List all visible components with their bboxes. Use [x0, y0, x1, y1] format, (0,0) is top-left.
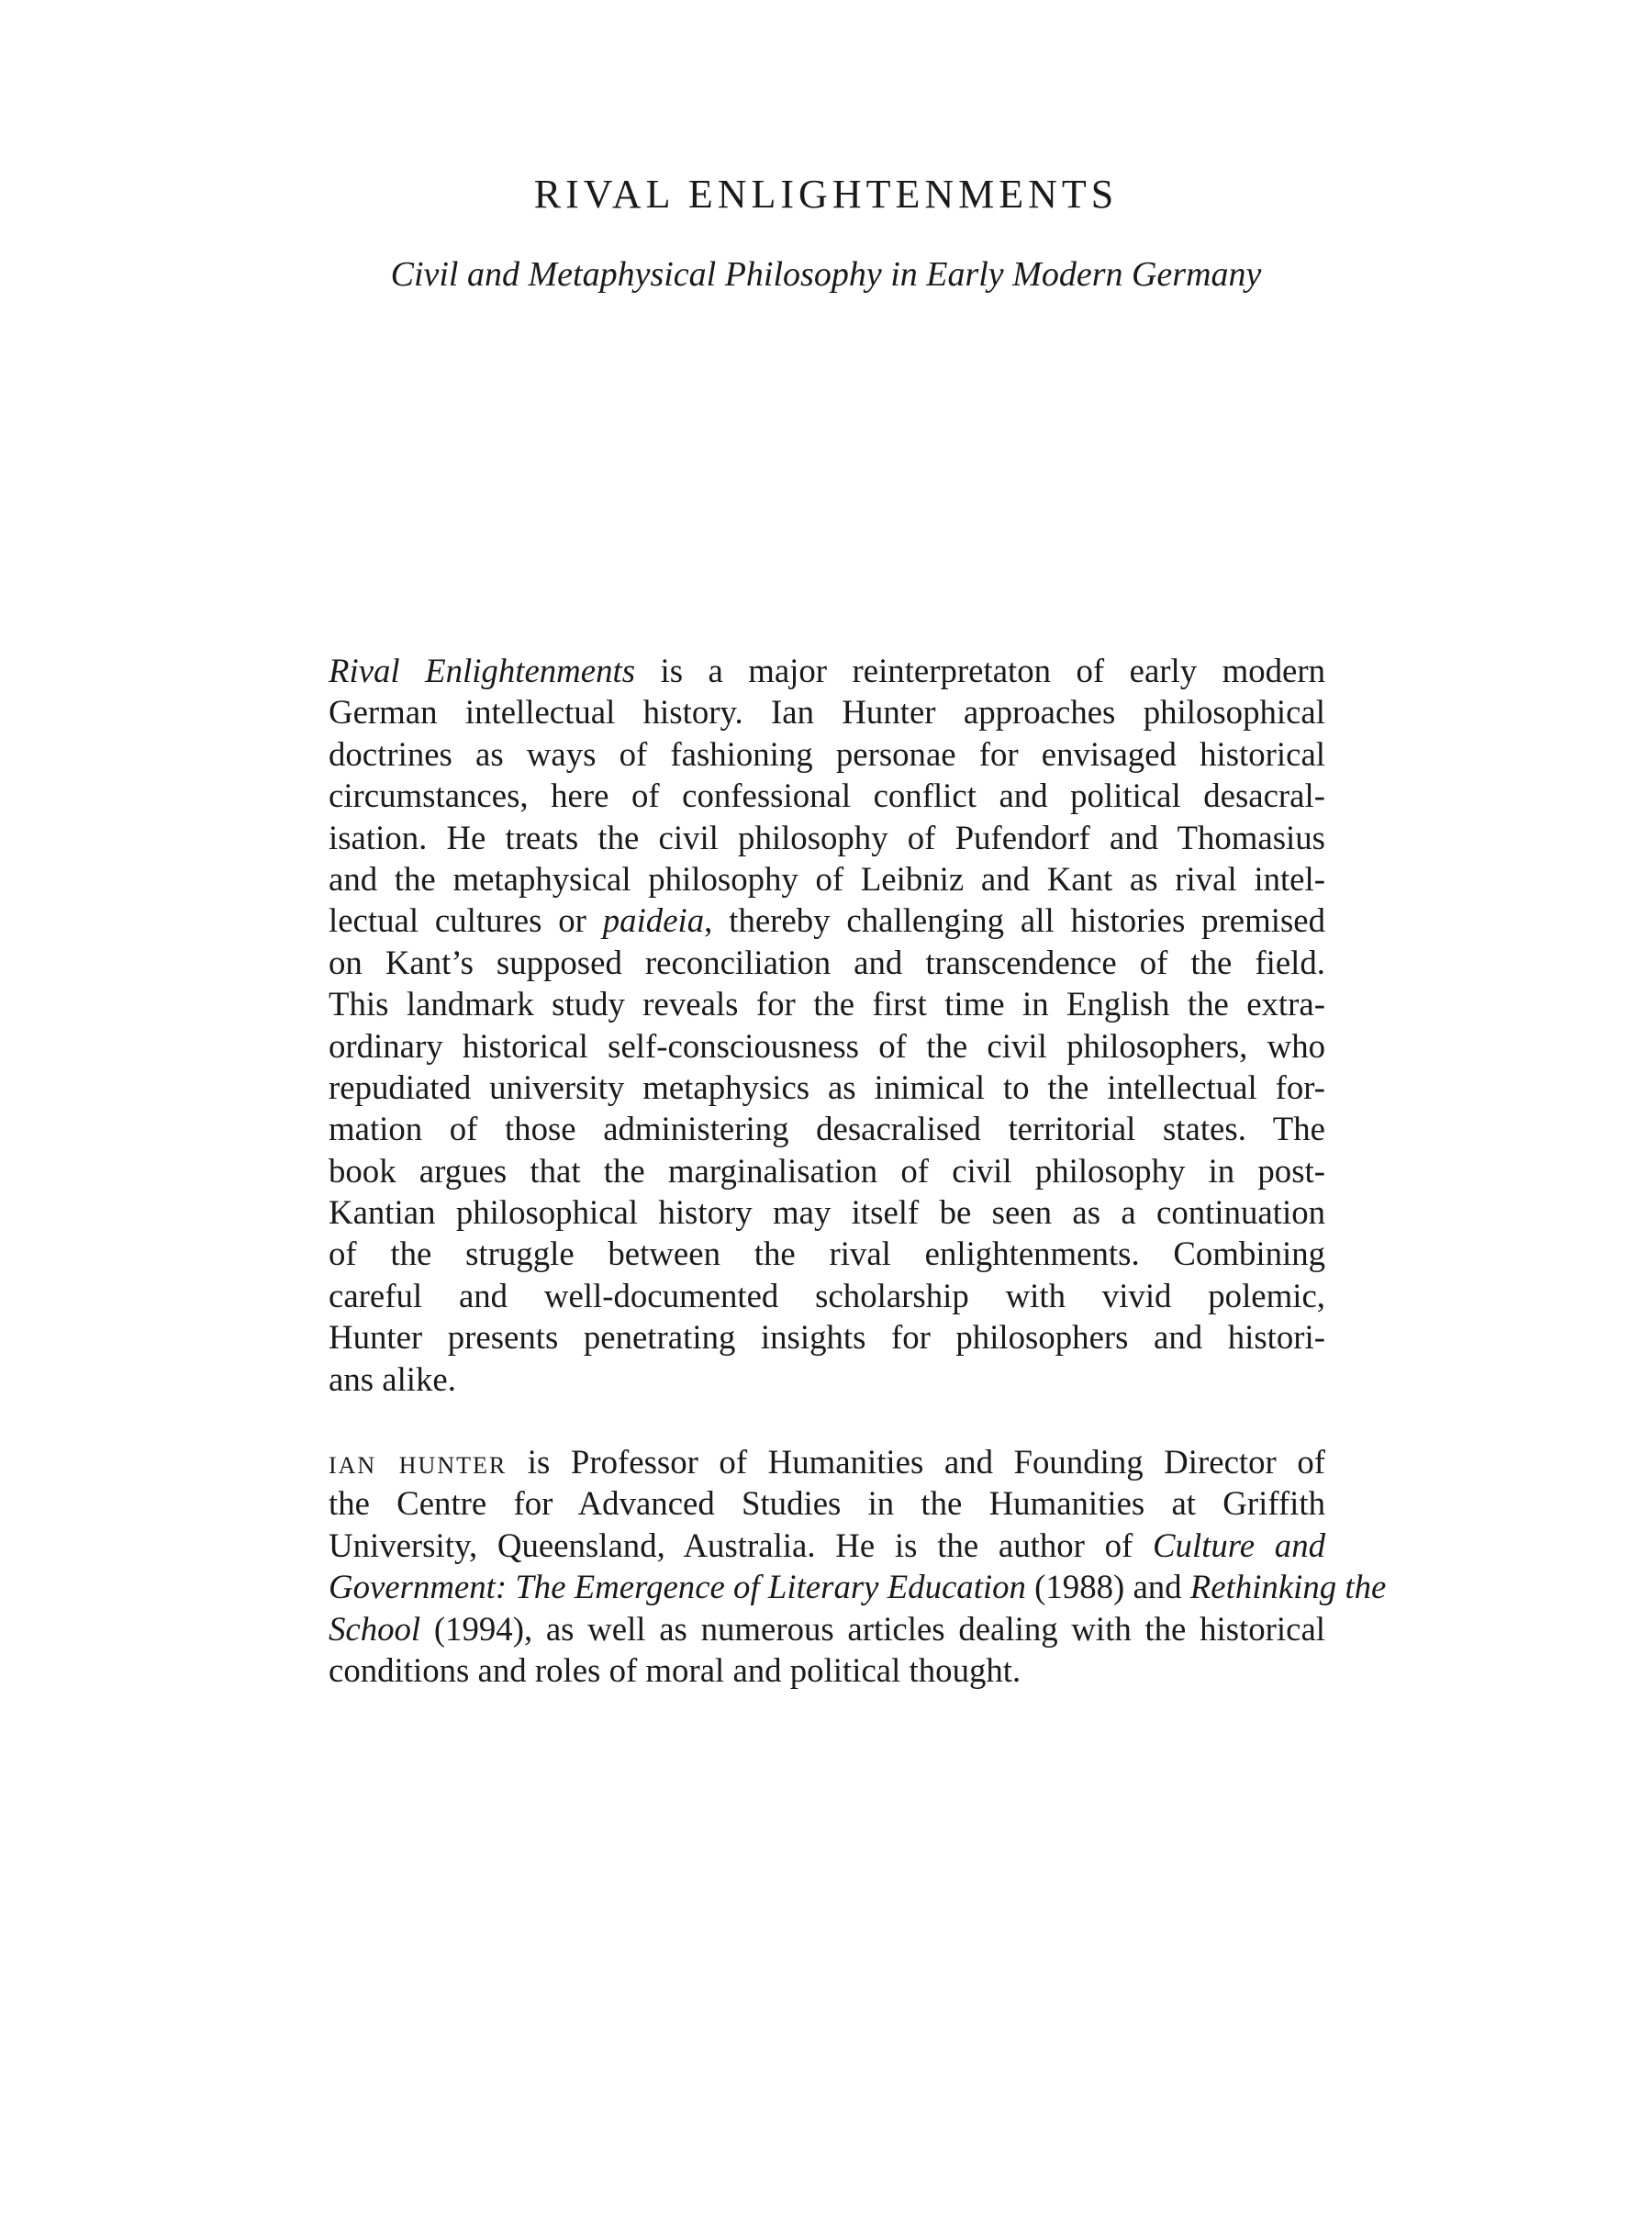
book-title: RIVAL ENLIGHTENMENTS [533, 172, 1119, 217]
bio-line: conditions and roles of moral and political thought. [329, 1650, 1021, 1689]
bio-line [329, 1566, 1387, 1607]
blurb-line: ordinary historical self-consciousness of the civil philosophers, who [329, 1026, 1325, 1065]
bio-line [329, 1441, 1325, 1482]
bio-line: the Centre for Advanced Studies in the Humanities at Griffith [329, 1484, 1325, 1523]
blurb-line [329, 900, 1325, 941]
blurb-line: This landmark study reveals for the first time in English the extra- [329, 985, 1325, 1023]
blurb-line: isation. He treats the civil philosophy of Pufendorf and Thomasius [329, 818, 1325, 856]
book-description [329, 650, 1325, 1400]
book-title-rethinking: Rethinking the [1189, 1568, 1387, 1606]
blurb-line: German intellectual history. Ian Hunter approaches philosophical [329, 693, 1325, 732]
blurb-text: is a major reinterpretaton of early modern [635, 652, 1325, 689]
blurb-line: on Kant’s supposed reconciliation and transcendence of the field. [329, 943, 1325, 981]
bio-line [329, 1608, 1325, 1649]
bio-text: (1994), as well as numerous articles dealing with the historical [420, 1609, 1325, 1648]
blurb-text: lectual cultures or [329, 901, 603, 940]
book-title-rethinking-cont: School [329, 1609, 421, 1648]
book-title-inline: Rival Enlightenments [329, 652, 636, 689]
bio-text: University, Queensland, Australia. He is the author of [329, 1526, 1153, 1564]
blurb-line: circumstances, here of confessional conflict and political desacral- [329, 777, 1325, 815]
author-biography [329, 1441, 1387, 1691]
book-subtitle: Civil and Metaphysical Philosophy in Early Modern Germany [390, 255, 1262, 294]
bio-text: (1988) and [1025, 1568, 1190, 1606]
blurb-line: careful and well-documented scholarship with vivid polemic, [329, 1276, 1325, 1314]
book-title-culture: Culture and [1153, 1526, 1325, 1564]
blurb-line [329, 650, 1325, 691]
blurb-line: and the metaphysical philosophy of Leibniz and Kant as rival intel- [329, 859, 1325, 898]
author-name: ian hunter [329, 1443, 508, 1481]
blurb-line: doctrines as ways of fashioning personae for envisaged historical [329, 734, 1325, 773]
bio-text: is Professor of Humanities and Founding Director of [507, 1443, 1325, 1481]
bio-line [329, 1525, 1325, 1566]
blurb-line: book argues that the marginalisation of civil philosophy in post- [329, 1151, 1325, 1190]
book-title-culture-cont: Government: The Emergence of Literary Education [329, 1568, 1026, 1606]
blurb-line: repudiated university metaphysics as inimical to the intellectual for- [329, 1068, 1325, 1106]
blurb-line: mation of those administering desacralised territorial states. The [329, 1110, 1325, 1148]
blurb-text: , thereby challenging all histories premised [704, 901, 1325, 940]
blurb-line: ans alike. [329, 1359, 456, 1398]
blurb-line: Hunter presents penetrating insights for philosophers and histori- [329, 1318, 1325, 1357]
blurb-line: of the struggle between the rival enlightenments. Combining [329, 1235, 1325, 1273]
blurb-line: Kantian philosophical history may itself be seen as a continuation [329, 1193, 1325, 1232]
paideia-term: paideia [602, 901, 705, 940]
